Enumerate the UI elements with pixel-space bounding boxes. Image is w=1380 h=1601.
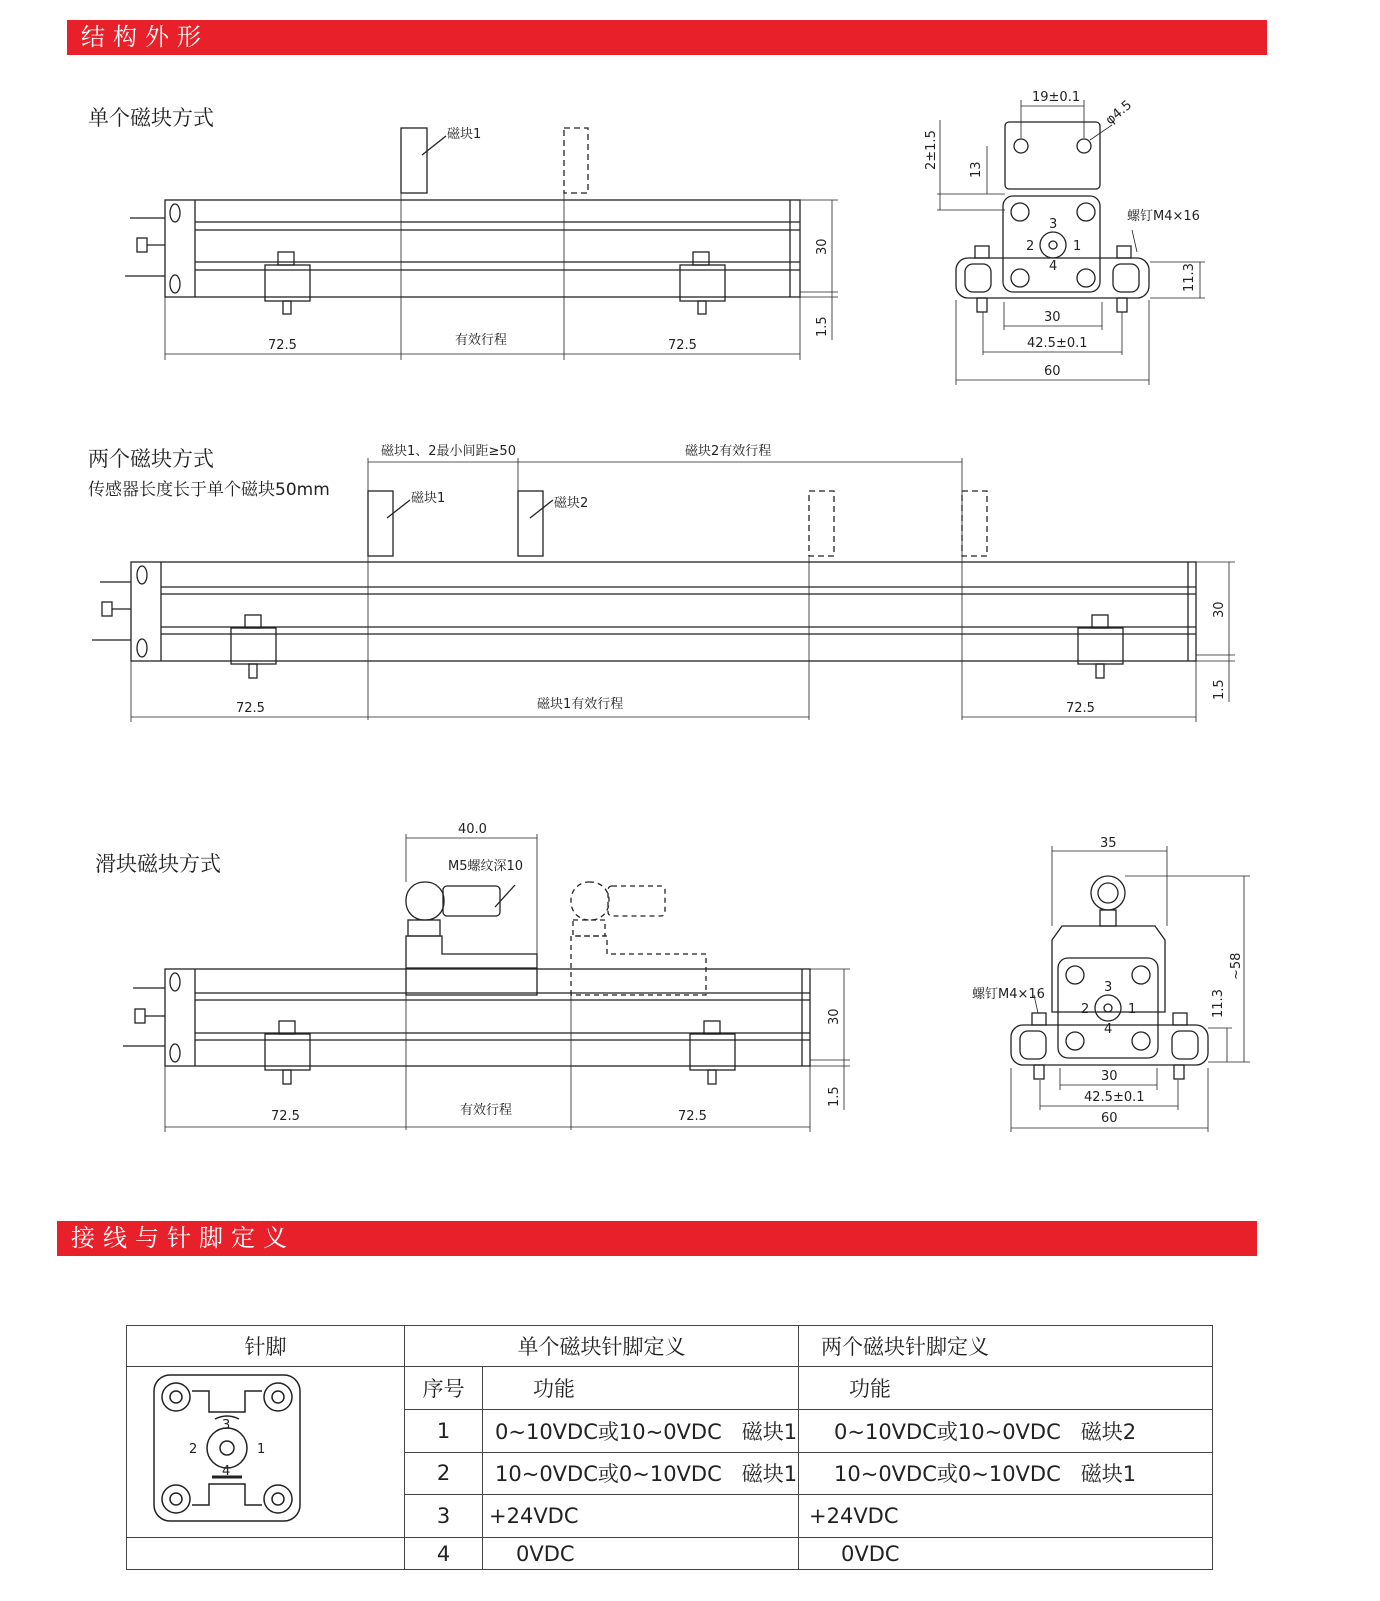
single-dim-right: 72.5 (668, 338, 697, 353)
double-sensor-body (92, 458, 1235, 722)
slider-end-dim-60: 60 (1101, 1111, 1118, 1126)
connector-pin-4: 4 (222, 1464, 231, 1479)
slider-dim-top: 40.0 (458, 822, 487, 837)
slider-dim-right: 72.5 (678, 1109, 707, 1124)
end-dim-11: 11.3 (1182, 263, 1197, 292)
end-dim-13: 13 (969, 161, 984, 178)
double-dim-height: 30 (1212, 601, 1227, 618)
slider-thread-label: M5螺纹深10 (448, 859, 524, 874)
connector-pin-3: 3 (222, 1418, 231, 1433)
connector-pin-1: 1 (257, 1442, 266, 1457)
single-magnet-label: 磁块1 (447, 127, 482, 142)
end-dim-30: 30 (1044, 310, 1061, 325)
connector-diagram-cell (127, 1367, 405, 1538)
row-double: 0VDC (799, 1538, 1213, 1570)
double-dim-mid: 磁块1有效行程 (537, 697, 624, 712)
slider-end-pin-3: 3 (1104, 980, 1113, 995)
connector-pinout-diagram (149, 1367, 349, 1537)
end-screw-label: 螺钉M4×16 (1127, 209, 1200, 224)
end-pin-1: 1 (1073, 239, 1082, 254)
subheader-func-single: 功能 (483, 1367, 799, 1410)
end-dim-19: 19±0.1 (1032, 90, 1081, 105)
slider-sensor-body (123, 834, 850, 1132)
row-no: 4 (405, 1538, 483, 1570)
slider-dim-gap: 1.5 (827, 1086, 842, 1107)
row-double: 0~10VDC或10~0VDC 磁块2 (799, 1409, 1213, 1452)
single-dim-gap: 1.5 (815, 316, 830, 337)
header-single: 单个磁块针脚定义 (405, 1326, 799, 1367)
single-sensor-body (125, 128, 838, 360)
slider-end-pin-4: 4 (1104, 1022, 1113, 1037)
subheader-no: 序号 (405, 1367, 483, 1410)
row-single: 10~0VDC或0~10VDC 磁块1 (483, 1452, 799, 1495)
single-dim-left: 72.5 (268, 338, 297, 353)
double-dim-gap: 1.5 (1212, 679, 1227, 700)
pin-definition-table (126, 1325, 1213, 1570)
double-gap-label: 磁块1、2最小间距≥50 (381, 444, 516, 459)
single-magnet-title: 单个磁块方式 (88, 106, 214, 130)
end-dim-60: 60 (1044, 364, 1061, 379)
slider-end-pin-2: 2 (1081, 1002, 1090, 1017)
slider-end-pin-1: 1 (1128, 1002, 1137, 1017)
row-double: +24VDC (799, 1495, 1213, 1538)
row-no: 3 (405, 1495, 483, 1538)
row-no: 2 (405, 1452, 483, 1495)
double-magnet-subtitle: 传感器长度长于单个磁块50mm (88, 480, 330, 500)
end-dim-42: 42.5±0.1 (1027, 336, 1088, 351)
end-dim-hole: φ4.5 (1102, 97, 1135, 129)
double-magnet2-label: 磁块2 (554, 496, 589, 511)
single-dim-mid: 有效行程 (455, 333, 508, 348)
slider-end-dim-11: 11.3 (1211, 989, 1226, 1018)
slider-end-dim-35: 35 (1100, 836, 1117, 851)
row-single: 0~10VDC或10~0VDC 磁块1 (483, 1409, 799, 1452)
slider-dim-left: 72.5 (271, 1109, 300, 1124)
end-pin-2: 2 (1026, 239, 1035, 254)
slider-dim-height: 30 (827, 1008, 842, 1025)
end-pin-4: 4 (1049, 259, 1058, 274)
double-dim-right: 72.5 (1066, 701, 1095, 716)
row-single: +24VDC (483, 1495, 799, 1538)
row-double: 10~0VDC或0~10VDC 磁块1 (799, 1452, 1213, 1495)
section-title: 结构外形 (81, 23, 209, 51)
double-magnet1-label: 磁块1 (411, 491, 446, 506)
double-dim-left: 72.5 (236, 701, 265, 716)
row-single: 0VDC (483, 1538, 799, 1570)
subheader-func-double: 功能 (799, 1367, 1213, 1410)
single-dim-height: 30 (815, 238, 830, 255)
double-magnet-title: 两个磁块方式 (88, 447, 214, 471)
header-double: 两个磁块针脚定义 (799, 1326, 1213, 1367)
slider-magnet-title: 滑块磁块方式 (95, 852, 221, 876)
end-pin-3: 3 (1049, 217, 1058, 232)
header-pin: 针脚 (127, 1326, 405, 1367)
row-no: 1 (405, 1409, 483, 1452)
slider-end-dim-30: 30 (1101, 1069, 1118, 1084)
slider-end-screw: 螺钉M4×16 (972, 987, 1045, 1002)
slider-dim-mid: 有效行程 (460, 1103, 513, 1118)
end-dim-2: 2±1.5 (924, 130, 939, 170)
slider-end-dim-42: 42.5±0.1 (1084, 1090, 1145, 1105)
section-title: 接线与针脚定义 (71, 1224, 295, 1252)
double-stroke2-label: 磁块2有效行程 (685, 444, 772, 459)
connector-pin-2: 2 (189, 1442, 198, 1457)
slider-end-dim-58: ~58 (1229, 952, 1244, 980)
